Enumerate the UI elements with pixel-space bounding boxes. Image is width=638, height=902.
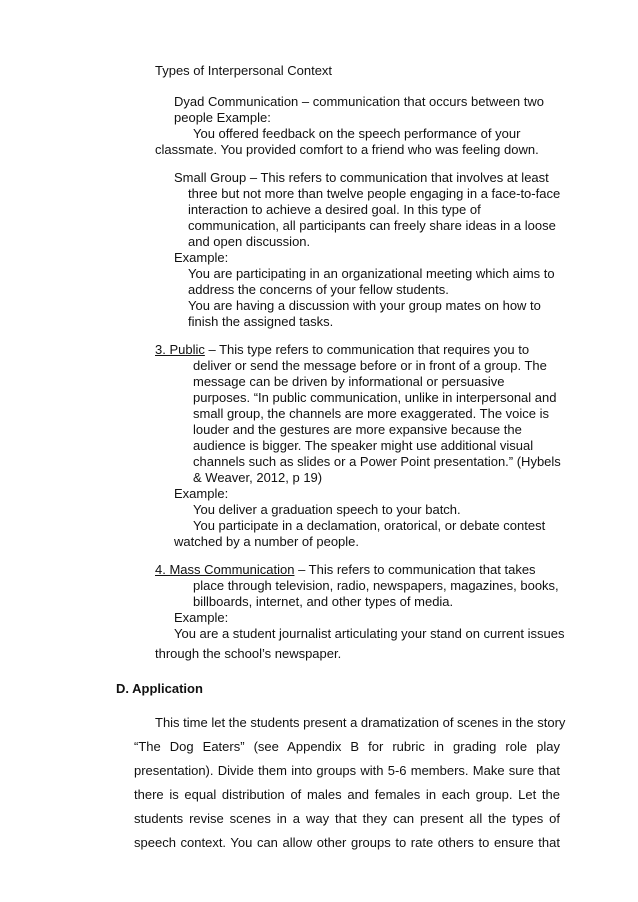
- public-line-9: & Weaver, 2012, p 19): [193, 470, 323, 485]
- mass-example-label: Example:: [174, 610, 229, 625]
- application-paragraph-line-5: students revise scenes in a way that they can present all the types of: [134, 811, 560, 826]
- section-title: Types of Interpersonal Context: [155, 63, 333, 78]
- public-example-1: You deliver a graduation speech to your batch.: [193, 502, 461, 517]
- small-group-example-2: address the concerns of your fellow students.: [188, 282, 449, 297]
- small-group-line-1: Small Group – This refers to communication that involves at least: [174, 170, 549, 185]
- dyad-line-4: classmate. You provided comfort to a friend who was feeling down.: [155, 142, 539, 157]
- public-line-1-rest: – This type refers to communication that requires you to: [204, 342, 530, 357]
- public-line-6: louder and the gestures are more expansive because the: [193, 422, 522, 437]
- public-example-3: watched by a number of people.: [174, 534, 360, 549]
- small-group-line-4: communication, all participants can freely share ideas in a loose: [188, 218, 556, 233]
- mass-line-2: place through television, radio, newspapers, magazines, books,: [193, 578, 559, 593]
- mass-heading: 4. Mass Communication: [155, 562, 295, 577]
- public-line-2: deliver or send the message before or in front of a group. The: [193, 358, 547, 373]
- public-line-7: audience is bigger. The speaker might use additional visual: [193, 438, 534, 453]
- application-paragraph-line-3: presentation). Divide them into groups with 5-6 members. Make sure that: [134, 763, 560, 778]
- public-line-5: small group, the channels are more exaggerated. The voice is: [193, 406, 550, 421]
- public-line-4: purposes. “In public communication, unlike in interpersonal and: [193, 390, 557, 405]
- small-group-line-5: and open discussion.: [188, 234, 311, 249]
- public-heading: 3. Public: [155, 342, 205, 357]
- mass-line-1-rest: – This refers to communication that takes: [294, 562, 536, 577]
- dyad-line-3: You offered feedback on the speech performance of your: [193, 126, 521, 141]
- application-heading: D. Application: [116, 681, 203, 696]
- mass-line-1: [155, 562, 536, 578]
- dyad-line-2: people Example:: [174, 110, 271, 125]
- small-group-example-3: You are having a discussion with your group mates on how to: [188, 298, 541, 313]
- small-group-line-3: interaction to achieve a desired goal. In this type of: [188, 202, 481, 217]
- mass-example-1: You are a student journalist articulating your stand on current issues: [174, 626, 565, 641]
- application-paragraph-line-1: This time let the students present a dramatization of scenes in the story: [155, 715, 566, 730]
- small-group-example-label: Example:: [174, 250, 229, 265]
- public-line-8: channels such as slides or a Power Point presentation.” (Hybels: [193, 454, 561, 469]
- public-example-label: Example:: [174, 486, 229, 501]
- application-paragraph-line-6: speech context. You can allow other groups to rate others to ensure that: [134, 835, 560, 850]
- public-example-2: You participate in a declamation, oratorical, or debate contest: [193, 518, 546, 533]
- application-paragraph-line-2: “The Dog Eaters” (see Appendix B for rubric in grading role play: [134, 739, 560, 754]
- small-group-example-4: finish the assigned tasks.: [188, 314, 334, 329]
- application-paragraph-line-4: there is equal distribution of males and females in each group. Let the: [134, 787, 560, 802]
- mass-line-3: billboards, internet, and other types of media.: [193, 594, 454, 609]
- public-line-1: [155, 342, 529, 358]
- small-group-line-2: three but not more than twelve people engaging in a face-to-face: [188, 186, 561, 201]
- mass-example-2: through the school’s newspaper.: [155, 646, 342, 661]
- small-group-example-1: You are participating in an organizational meeting which aims to: [188, 266, 555, 281]
- public-line-3: message can be driven by informational or persuasive: [193, 374, 505, 389]
- dyad-line-1: Dyad Communication – communication that occurs between two: [174, 94, 544, 109]
